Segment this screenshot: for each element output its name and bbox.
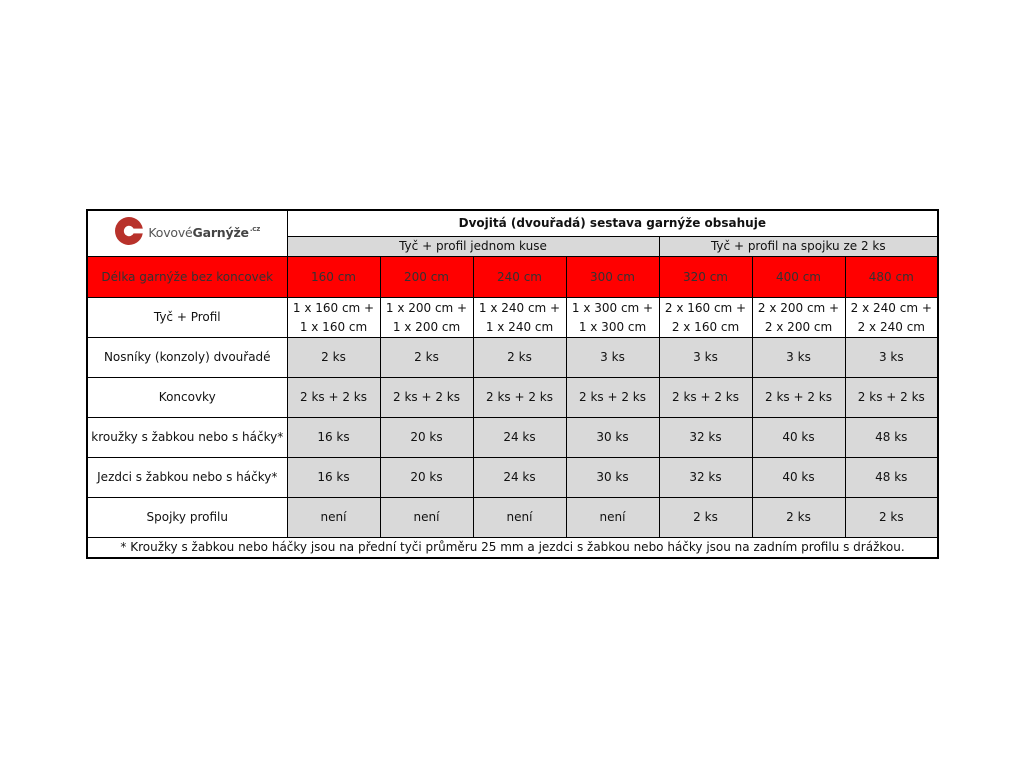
length-value: 160 cm <box>287 257 380 298</box>
cell-line: 2 x 200 cm <box>764 319 833 334</box>
table-row-brackets <box>87 338 938 378</box>
table-cell: 2 ks + 2 ks <box>566 378 659 418</box>
table-cell: 24 ks <box>473 418 566 458</box>
table-cell: 48 ks <box>845 418 938 458</box>
table-cell: 30 ks <box>566 418 659 458</box>
table-cell: 2 ks <box>845 498 938 538</box>
table-cell: 2 ks <box>659 498 752 538</box>
cell-line: 1 x 240 cm <box>485 319 554 334</box>
table-cell: 2 ks + 2 ks <box>752 378 845 418</box>
table-cell: není <box>380 498 473 538</box>
row-label: kroužky s žabkou nebo s háčky* <box>87 418 287 458</box>
length-value: 300 cm <box>566 257 659 298</box>
table-cell: 2 ks + 2 ks <box>659 378 752 418</box>
length-value: 480 cm <box>845 257 938 298</box>
group-header-single: Tyč + profil jednom kuse <box>287 237 659 257</box>
cell-line: 2 x 240 cm + <box>850 300 932 315</box>
group-header-joined: Tyč + profil na spojku ze 2 ks <box>659 237 938 257</box>
length-value: 240 cm <box>473 257 566 298</box>
table-cell: 3 ks <box>566 338 659 378</box>
length-value: 320 cm <box>659 257 752 298</box>
table-cell: 2 ks + 2 ks <box>473 378 566 418</box>
table-cell: 2 ks <box>473 338 566 378</box>
kovove-garnyze-logo-icon <box>114 216 144 246</box>
table-cell <box>752 298 845 338</box>
cell-line: 1 x 300 cm + <box>571 300 654 315</box>
table-cell: 16 ks <box>287 418 380 458</box>
row-label: Nosníky (konzoly) dvouřadé <box>87 338 287 378</box>
logo-cell <box>87 210 287 257</box>
table-cell <box>380 298 473 338</box>
table-row-end-caps <box>87 378 938 418</box>
table-cell: 3 ks <box>659 338 752 378</box>
brand-logo <box>114 216 260 246</box>
table-cell: 16 ks <box>287 458 380 498</box>
table-cell: 2 ks <box>752 498 845 538</box>
row-label: Jezdci s žabkou nebo s háčky* <box>87 458 287 498</box>
footnote: * Kroužky s žabkou nebo háčky jsou na přední tyči průměru 25 mm a jezdci s žabkou nebo háčky jsou na zadním profilu s drážkou. <box>87 538 938 559</box>
cell-line: 2 x 160 cm <box>671 319 740 334</box>
table-cell: 32 ks <box>659 418 752 458</box>
table-cell: 2 ks + 2 ks <box>845 378 938 418</box>
brand-name <box>148 220 260 242</box>
table-row-runners <box>87 458 938 498</box>
table-cell <box>287 298 380 338</box>
table-cell: 30 ks <box>566 458 659 498</box>
table-row-connectors <box>87 498 938 538</box>
table-title: Dvojitá (dvouřadá) sestava garnýže obsahuje <box>287 210 938 237</box>
spec-table-container <box>86 209 937 559</box>
table-cell: 40 ks <box>752 418 845 458</box>
cell-line: 1 x 160 cm + <box>292 300 375 315</box>
cell-line: 2 x 160 cm + <box>664 300 747 315</box>
table-cell: 3 ks <box>845 338 938 378</box>
table-cell: 24 ks <box>473 458 566 498</box>
table-cell: 3 ks <box>752 338 845 378</box>
row-label: Spojky profilu <box>87 498 287 538</box>
row-label: Koncovky <box>87 378 287 418</box>
table-cell: 40 ks <box>752 458 845 498</box>
cell-line: 1 x 300 cm <box>578 319 647 334</box>
table-row-rod-profile <box>87 298 938 338</box>
brand-light: Kovové <box>148 224 193 240</box>
table-cell: 32 ks <box>659 458 752 498</box>
table-cell: 48 ks <box>845 458 938 498</box>
row-label: Tyč + Profil <box>87 298 287 338</box>
table-row-rings <box>87 418 938 458</box>
cell-line: 1 x 240 cm + <box>478 300 561 315</box>
table-cell: není <box>473 498 566 538</box>
table-cell <box>845 298 938 338</box>
table-cell: není <box>566 498 659 538</box>
table-cell: 2 ks + 2 ks <box>287 378 380 418</box>
table-cell: 20 ks <box>380 418 473 458</box>
table-cell <box>566 298 659 338</box>
table-cell <box>473 298 566 338</box>
table-cell: 2 ks + 2 ks <box>380 378 473 418</box>
table-cell: 20 ks <box>380 458 473 498</box>
table-cell: 2 ks <box>287 338 380 378</box>
brand-suffix: .cz <box>249 224 261 233</box>
length-value: 400 cm <box>752 257 845 298</box>
table-cell <box>659 298 752 338</box>
cell-line: 1 x 200 cm <box>392 319 461 334</box>
spec-table <box>86 209 939 559</box>
length-row <box>87 257 938 298</box>
cell-line: 2 x 240 cm <box>857 319 925 334</box>
cell-line: 1 x 160 cm <box>299 319 368 334</box>
length-label: Délka garnýže bez koncovek <box>87 257 287 298</box>
table-cell: není <box>287 498 380 538</box>
cell-line: 1 x 200 cm + <box>385 300 468 315</box>
table-cell: 2 ks <box>380 338 473 378</box>
brand-bold: Garnýže <box>192 224 249 240</box>
length-value: 200 cm <box>380 257 473 298</box>
cell-line: 2 x 200 cm + <box>757 300 840 315</box>
